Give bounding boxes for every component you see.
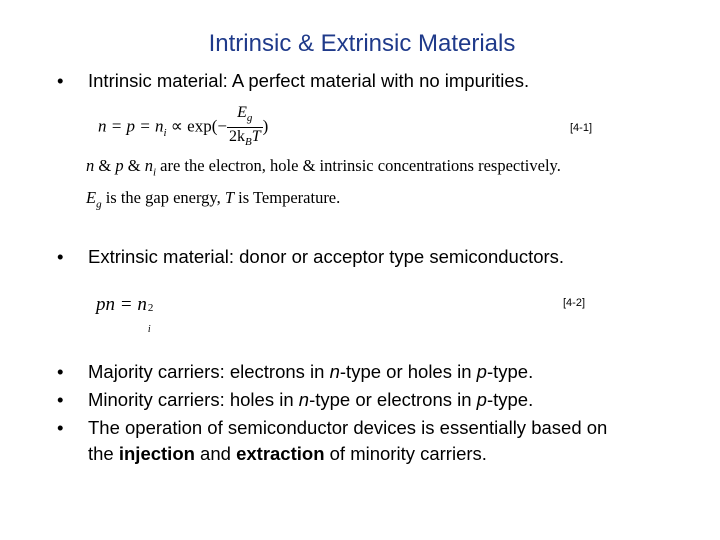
eq2-sup: 2: [147, 302, 154, 314]
eq1-den-text: 2k: [228, 128, 245, 146]
note1-p: p: [115, 156, 124, 175]
bullet-extrinsic: [57, 244, 677, 270]
eq1-relation: ∝ exp(−: [166, 116, 227, 136]
operation-line1: The operation of semiconductor devices is essentially based on: [88, 417, 608, 438]
eq1-fraction: [227, 104, 263, 151]
bullet-marker: •: [57, 70, 64, 91]
note-gap-energy: [86, 188, 340, 210]
minority-c: -type or electrons in: [309, 389, 477, 410]
eq1-close: ): [262, 116, 269, 136]
eq1-numerator: [227, 104, 263, 128]
note1-ni-sub: i: [152, 166, 156, 179]
eq1-lhs-sub: i: [163, 126, 167, 139]
note1-amp1: &: [94, 156, 116, 175]
eq2-sub: i: [147, 324, 151, 335]
bullet-minority: [57, 387, 677, 413]
equation-intrinsic: [98, 104, 268, 151]
eq1-lhs: n = p = n: [98, 116, 164, 136]
minority-a: Minority carriers: holes in: [88, 389, 299, 410]
eq2-lhs: pn = n: [96, 294, 147, 315]
bullet-extrinsic-text: Extrinsic material: donor or acceptor type semiconductors.: [88, 246, 565, 267]
equation-ref-4-1: [4-1]: [570, 122, 593, 134]
operation-extraction: extraction: [236, 443, 325, 464]
bullet-marker: •: [57, 417, 64, 438]
operation-injection: injection: [118, 443, 195, 464]
note-concentrations: [86, 156, 561, 178]
slide-title: Intrinsic & Extrinsic Materials: [208, 30, 516, 57]
minority-p: p: [476, 389, 487, 410]
equation-extrinsic: [96, 294, 157, 335]
bullet-majority: [57, 359, 677, 385]
majority-e: -type.: [486, 361, 534, 382]
operation-a: the: [88, 443, 119, 464]
note1-rest: are the electron, hole & intrinsic concentrations respectively.: [156, 156, 561, 175]
bullet-operation-text: [88, 415, 677, 467]
bullet-minority-text: [88, 387, 677, 413]
bullet-marker: •: [57, 361, 64, 382]
operation-c: and: [194, 443, 237, 464]
note2-t: T: [224, 188, 235, 207]
note2-middle: is the gap energy,: [101, 188, 225, 207]
equation-ref-4-2: [4-2]: [563, 297, 586, 309]
bullet-majority-text: [88, 359, 677, 385]
minority-n: n: [298, 389, 310, 410]
note1-n: n: [86, 156, 95, 175]
note1-amp2: &: [123, 156, 145, 175]
bullet-intrinsic: [57, 68, 677, 94]
eq1-denominator: [227, 128, 263, 151]
minority-e: -type.: [486, 389, 534, 410]
bullet-intrinsic-text: Intrinsic material: A perfect material with no impurities.: [88, 70, 530, 91]
note1-ni: n: [144, 156, 153, 175]
majority-a: Majority carriers: electrons in: [88, 361, 330, 382]
eq1-num-sub: g: [246, 112, 253, 125]
eq1-den-sub: B: [244, 136, 252, 149]
operation-e: of minority carriers.: [324, 443, 487, 464]
eq1-num-text: E: [237, 104, 247, 121]
majority-p: p: [476, 361, 487, 382]
eq1-den-tail: T: [251, 128, 261, 146]
majority-c: -type or holes in: [339, 361, 477, 382]
bullet-marker: •: [57, 246, 64, 267]
note2-rest: is Temperature.: [234, 188, 341, 207]
note2-e: E: [86, 188, 97, 207]
bullet-marker: •: [57, 389, 64, 410]
note2-e-sub: g: [96, 198, 102, 211]
majority-n: n: [329, 361, 340, 382]
bullet-operation: [57, 415, 677, 467]
